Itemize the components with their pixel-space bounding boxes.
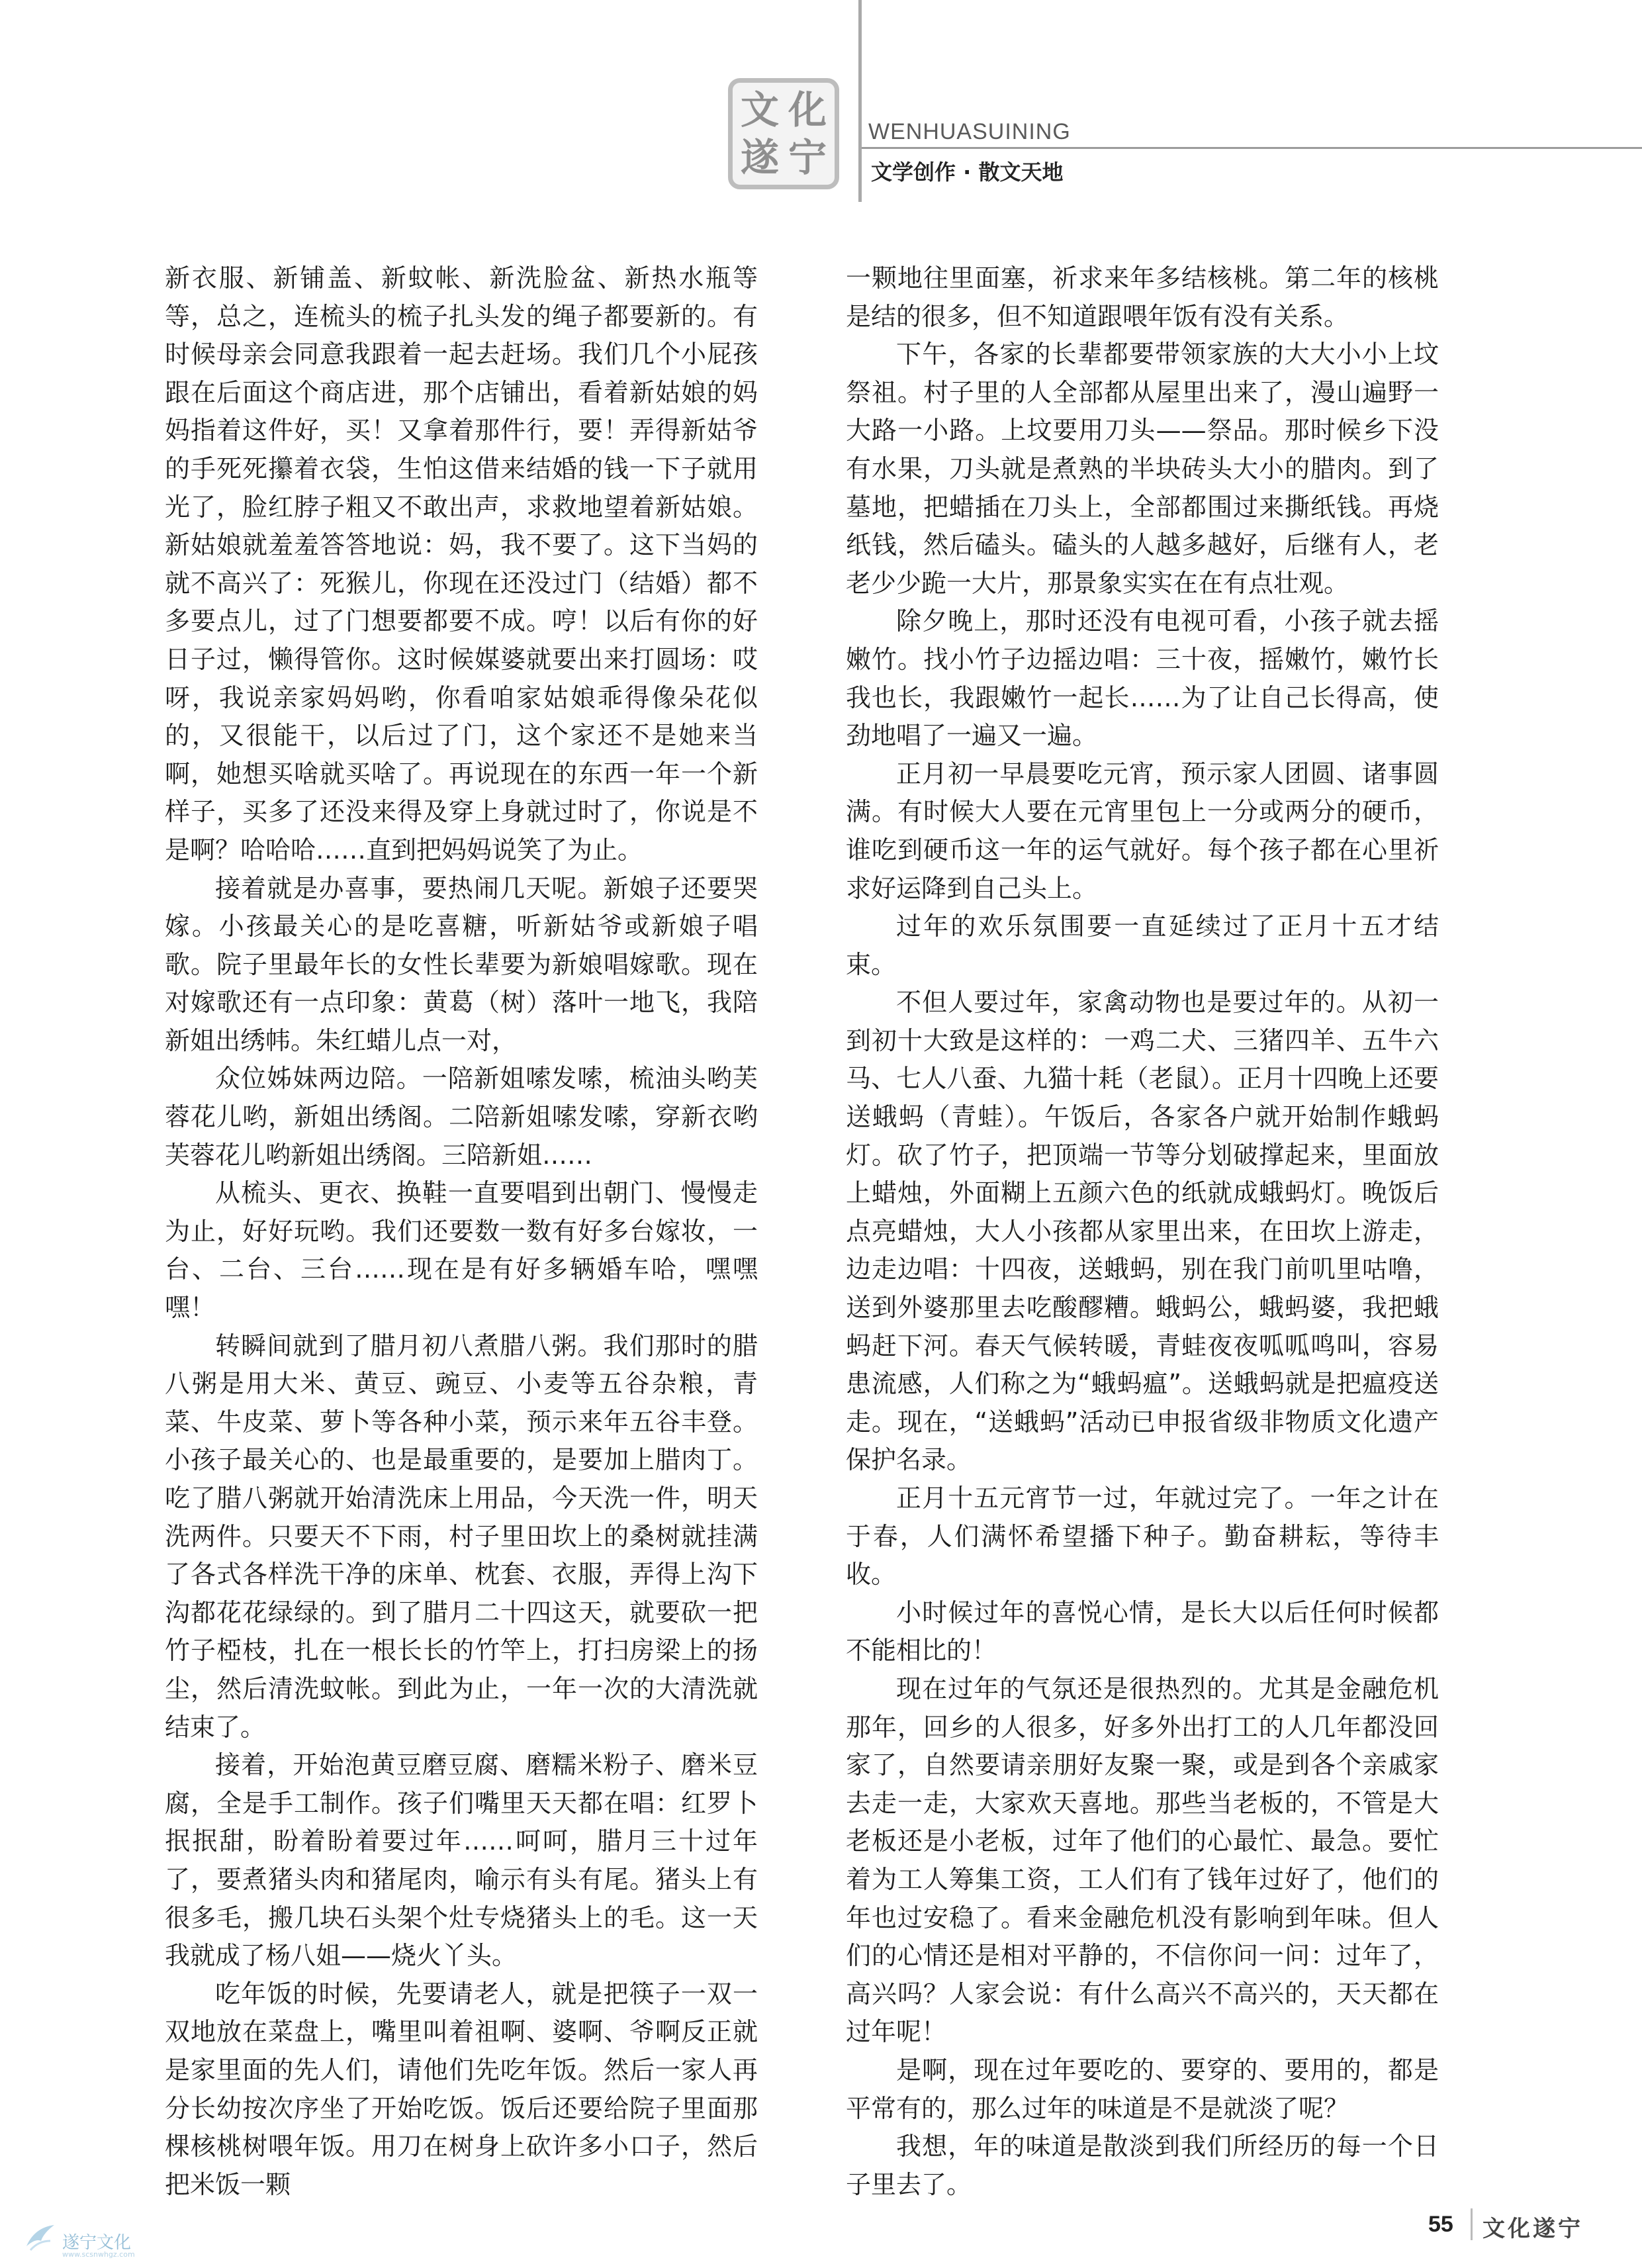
paragraph: 是啊，现在过年要吃的、要穿的、要用的，都是平常有的，那么过年的味道是不是就淡了呢？ (846, 2055, 1439, 2123)
paragraph: 过年的欢乐氛围要一直延续过了正月十五才结束。 (846, 912, 1439, 979)
page-number: 55 (1428, 2212, 1453, 2237)
paragraph: 现在过年的气氛还是很热烈的。尤其是金融危机那年，回乡的人很多，好多外出打工的人几年都没回家了，自然要请亲朋好友聚一聚，或是到各个亲戚家去走一走，大家欢天喜地。那些当老板的，不管是大老板还是小老板，过年了他们的心最忙、最急。要忙着为工人筹集工资，工人们有了钱年过好了，他们的年也过安稳了。看来金融危机没有影响到年味。但人们的心情还是相对平静的，不信你问一问：过年了，高兴吗？人家会说：有什么高兴不高兴的，天天都在过年呢！ (846, 1674, 1439, 2047)
site-watermark (24, 2221, 183, 2261)
logo-char-4: 宁 (788, 135, 827, 180)
paragraph: 我想，年的味道是散淡到我们所经历的每一个日子里去了。 (846, 2132, 1439, 2199)
footer-separator (1471, 2208, 1473, 2240)
logo-char-2: 化 (788, 87, 827, 132)
footer-magazine-name: 文化遂宁 (1482, 2216, 1583, 2242)
paragraph: 转瞬间就到了腊月初八煮腊八粥。我们那时的腊八粥是用大米、黄豆、豌豆、小麦等五谷杂粮，青菜、牛皮菜、萝卜等各种小菜，预示来年五谷丰登。小孩子最关心的、也是最重要的，是要加上腊肉丁。吃了腊八粥就开始清洗床上用品，今天洗一件，明天洗两件。只要天不下雨，村子里田坎上的桑树就挂满了各式各样洗干净的床单、枕套、衣服，弄得上沟下沟都花花绿绿的。到了腊月二十四这天，就要砍一把竹子椏枝，扎在一根长长的竹竿上，打扫房梁上的扬尘，然后清洗蚊帐。到此为止，一年一次的大清洗就结束了。 (165, 1331, 758, 1742)
paragraph: 吃年饭的时候，先要请老人，就是把筷子一双一双地放在菜盘上，嘴里叫着祖啊、婆啊、爷啊反正就是家里面的先人们，请他们先吃年饭。然后一家人再分长幼按次序坐了开始吃饭。饭后还要给院子里面那棵核桃树喂年饭。用刀在树身上砍许多小口子，然后把米饭一颗 (165, 1979, 758, 2199)
magazine-name-english: WENHUASUINING (868, 119, 1071, 144)
paragraph: 正月十五元宵节一过，年就过完了。一年之计在于春，人们满怀希望播下种子。勤奋耕耘，等待丰收。 (846, 1484, 1439, 1589)
paragraph: 新衣服、新铺盖、新蚊帐、新洗脸盆、新热水瓶等等，总之，连梳头的梳子扎头发的绳子都要新的。有时候母亲会同意我跟着一起去赶场。我们几个小屁孩跟在后面这个商店进，那个店铺出，看着新姑娘的妈妈指着这件好，买！又拿着那件行，要！弄得新姑爷的手死死攥着衣袋，生怕这借来结婚的钱一下子就用光了，脸红脖子粗又不敢出声，求救地望着新姑娘。新姑娘就羞羞答答地说：妈，我不要了。这下当妈的就不高兴了：死猴儿，你现在还没过门（结婚）都不多要点儿，过了门想要都要不成。哼！以后有你的好日子过，懒得管你。这时候媒婆就要出来打圆场：哎呀，我说亲家妈妈哟，你看咱家姑娘乖得像朵花似的，又很能干，以后过了门，这个家还不是她来当啊，她想买啥就买啥了。再说现在的东西一年一个新样子，买多了还没来得及穿上身就过时了，你说是不是啊？哈哈哈……直到把妈妈说笑了为止。 (165, 263, 758, 865)
paragraph: 接着，开始泡黄豆磨豆腐、磨糯米粉子、磨米豆腐，全是手工制作。孩子们嘴里天天都在唱：红罗卜抿抿甜，盼着盼着要过年……呵呵，腊月三十过年了，要煮猪头肉和猪尾肉，喻示有头有尾。猪头上有很多毛，搬几块石头架个灶专烧猪头上的毛。这一天我就成了杨八姐——烧火丫头。 (165, 1750, 758, 1971)
paragraph: 众位姊妹两边陪。一陪新姐嗦发嗦，梳油头哟芙蓉花儿哟，新姐出绣阁。二陪新姐嗦发嗦，穿新衣哟芙蓉花儿哟新姐出绣阁。三陪新姐…… (165, 1064, 758, 1170)
watermark-text: 遂宁文化 (62, 2233, 132, 2253)
magazine-logo-seal (728, 78, 839, 189)
bird-logo-icon (24, 2221, 57, 2254)
watermark-url: www.scsnwhgz.com (62, 2250, 135, 2259)
paragraph: 接着就是办喜事，要热闹几天呢。新娘子还要哭嫁。小孩最关心的是吃喜糖，听新姑爷或新娘子唱歌。院子里最年长的女性长辈要为新娘唱嫁歌。现在对嫁歌还有一点印象：黄葛（树）落叶一地飞，我陪新姐出绣帏。朱红蜡儿点一对， (165, 873, 758, 1055)
header-horizontal-rule (862, 147, 1642, 149)
header-vertical-rule (858, 0, 862, 202)
paragraph: 小时候过年的喜悦心情，是长大以后任何时候都不能相比的！ (846, 1597, 1439, 1666)
paragraph: 下午，各家的长辈都要带领家族的大大小小上坟祭祖。村子里的人全部都从屋里出来了，漫山遍野一大路一小路。上坟要用刀头——祭品。那时候乡下没有水果，刀头就是煮熟的半块砖头大小的腊肉。到了墓地，把蜡插在刀头上，全部都围过来撕纸钱。再烧纸钱，然后磕头。磕头的人越多越好，后继有人，老老少少跪一大片，那景象实实在在有点壮观。 (846, 340, 1439, 598)
paragraph: 不但人要过年，家禽动物也是要过年的。从初一到初十大致是这样的：一鸡二犬、三猪四羊、五牛六马、七人八蚕、九猫十耗（老鼠）。正月十四晚上还要送蛾蚂（青蛙）。午饭后，各家各户就开始制作蛾蚂灯。砍了竹子，把顶端一节等分划破撑起来，里面放上蜡烛，外面糊上五颜六色的纸就成蛾蚂灯。晚饭后点亮蜡烛，大人小孩都从家里出来，在田坎上游走，边走边唱：十四夜，送蛾蚂，别在我门前叽里咕噜，送到外婆那里去吃酸醪糟。蛾蚂公，蛾蚂婆，我把蛾蚂赶下河。春天气候转暖，青蛙夜夜呱呱鸣叫，容易患流感，人们称之为“蛾蚂瘟”。送蛾蚂就是把瘟疫送走。现在，“送蛾蚂”活动已申报省级非物质文化遗产保护名录。 (846, 988, 1439, 1475)
paragraph: 正月初一早晨要吃元宵，预示家人团圆、诸事圆满。有时候大人要在元宵里包上一分或两分的硬币，谁吃到硬币这一年的运气就好。每个孩子都在心里祈求好运降到自己头上。 (846, 759, 1439, 903)
paragraph: 除夕晚上，那时还没有电视可看，小孩子就去摇嫩竹。找小竹子边摇边唱：三十夜，摇嫩竹，嫩竹长我也长，我跟嫩竹一起长……为了让自己长得高，使劲地唱了一遍又一遍。 (846, 606, 1439, 751)
paragraph: 从梳头、更衣、换鞋一直要唱到出朝门、慢慢走为止，好好玩哟。我们还要数一数有好多台嫁妆，一台、二台、三台……现在是有好多辆婚车哈，嘿嘿嘿！ (165, 1178, 758, 1323)
left-column (165, 260, 758, 2204)
right-column (846, 260, 1439, 2204)
paragraph: 一颗地往里面塞，祈求来年多结核桃。第二年的核桃是结的很多，但不知道跟喂年饭有没有关系。 (846, 263, 1439, 331)
logo-char-3: 遂 (740, 135, 779, 180)
section-label: 文学创作 · 散文天地 (871, 160, 1064, 185)
logo-char-1: 文 (740, 87, 779, 132)
